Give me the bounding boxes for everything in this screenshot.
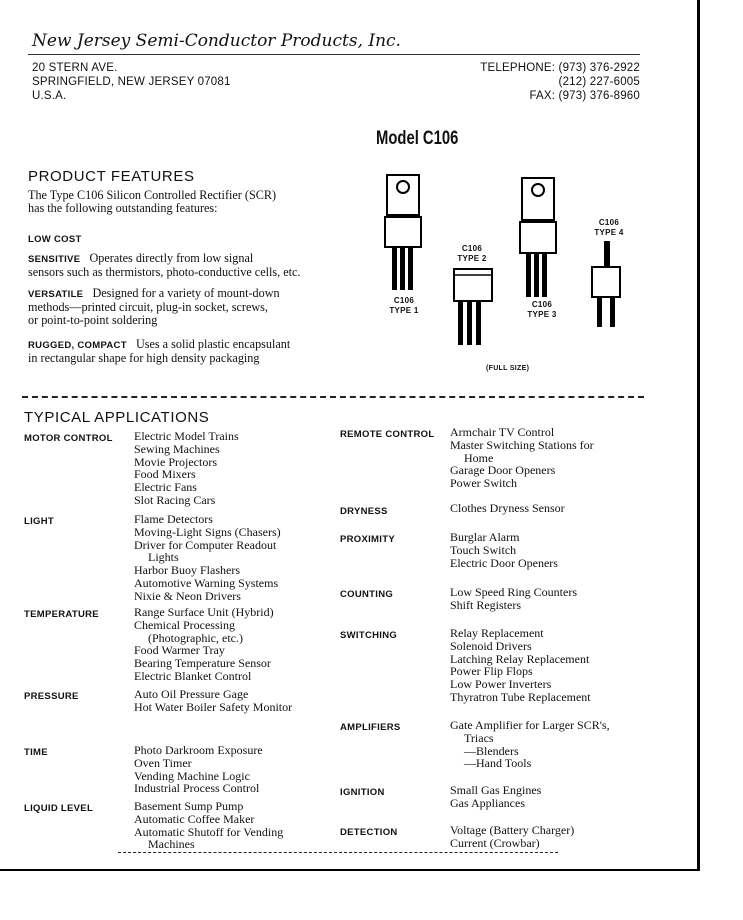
list-item: Driver for Computer Readout [134,537,277,552]
list-item: Photo Darkroom Exposure [134,743,263,757]
list-item: Triacs [464,730,494,745]
caption-type: TYPE 1 [389,306,419,315]
scan-edge-vertical [697,0,700,870]
list-item: Home [464,450,494,465]
feature-versatile [28,287,280,328]
ignition-list [450,784,541,810]
list-item: Lights [148,550,179,565]
feature-title: RUGGED, COMPACT [28,340,127,351]
caption-type: TYPE 3 [527,310,557,319]
list-item: Electric Fans [134,480,197,495]
list-item: Voltage (Battery Charger) [450,823,575,837]
section-divider [22,396,644,398]
list-item: Current (Crowbar) [450,835,540,850]
list-item: Master Switching Stations for [450,437,594,452]
list-item: Harbor Buoy Flashers [134,563,240,578]
list-item: Moving-Light Signs (Chasers) [134,524,281,539]
feature-line: Designed for a variety of mount-down [92,286,280,300]
address-line: U.S.A. [32,90,67,102]
feature-title-low-cost: LOW COST [28,234,82,245]
fax-line: FAX: (973) 376-8960 [529,90,640,102]
feature-line: Operates directly from low signal [89,251,254,265]
list-item: Low Power Inverters [450,677,552,692]
type-4-package-icon [592,241,620,327]
list-item: Electric Model Trains [134,429,239,443]
amplifiers-list [450,719,610,770]
list-item: Electric Door Openers [450,555,558,570]
list-item: Power Flip Flops [450,664,533,679]
intro-line: The Type C106 Silicon Controlled Rectifier (SCR) [28,188,277,202]
category-counting: COUNTING [340,589,394,600]
feature-line: Uses a solid plastic encapsulant [135,337,291,351]
package-drawings [370,165,640,345]
intro-line: has the following outstanding features: [28,201,218,216]
list-item: Hot Water Boiler Safety Monitor [134,699,293,714]
dryness-list [450,502,565,515]
caption-model: C106 [531,300,553,309]
caption-type: TYPE 2 [457,254,487,263]
switching-list [450,627,591,704]
telephone-line: TELEPHONE: (973) 376-2922 [480,62,640,74]
category-amplifiers: AMPLIFIERS [340,722,401,733]
list-item: Burglar Alarm [450,530,520,544]
list-item: Sewing Machines [134,441,220,456]
caption-type: TYPE 4 [594,228,624,237]
category-liquid-level: LIQUID LEVEL [24,803,94,814]
feature-line: or point-to-point soldering [28,313,158,328]
list-item: Garage Door Openers [450,463,556,478]
type-1-package-icon [385,175,421,290]
list-item: Shift Registers [450,597,521,612]
list-item: Electric Blanket Control [134,668,252,683]
detection-list [450,824,574,850]
light-list [134,513,281,603]
category-dryness: DRYNESS [340,506,388,517]
caption-model: C106 [393,296,415,305]
motor-control-list [134,430,239,507]
list-item: —Hand Tools [464,756,532,771]
category-pressure: PRESSURE [24,691,79,702]
list-item: Armchair TV Control [450,425,555,439]
list-item: Food Mixers [134,467,196,482]
temperature-list [134,606,274,683]
list-item: (Photographic, etc.) [148,630,243,645]
feature-line: methods—printed circuit, plug-in socket, screws, [28,300,268,315]
features-intro [28,189,276,215]
category-remote-control: REMOTE CONTROL [340,429,435,440]
list-item: Slot Racing Cars [134,492,216,507]
list-item: Bearing Temperature Sensor [134,656,271,671]
feature-rugged-compact [28,338,290,365]
pressure-list [134,688,292,714]
time-list [134,744,263,795]
category-motor-control: MOTOR CONTROL [24,433,113,444]
package-caption-type-3 [519,300,565,320]
scan-edge-horizontal [0,869,700,871]
address-block [32,61,231,103]
list-item: Industrial Process Control [134,781,260,796]
category-light: LIGHT [24,516,54,527]
list-item: Chemical Processing [134,617,235,632]
remote-control-list [450,426,594,490]
list-item: Oven Timer [134,755,192,770]
list-item: Flame Detectors [134,512,213,526]
counting-list [450,586,577,612]
list-item: Automatic Shutoff for Vending [134,824,284,839]
type-3-package-icon [520,178,556,297]
features-heading: PRODUCT FEATURES [28,168,195,185]
address-line: SPRINGFIELD, NEW JERSEY 07081 [32,76,231,88]
company-name: New Jersey Semi-Conductor Products, Inc. [32,31,401,51]
category-ignition: IGNITION [340,787,385,798]
list-item: Small Gas Engines [450,783,542,797]
phone-block [480,61,640,103]
package-caption-type-4 [586,218,632,238]
category-proximity: PROXIMITY [340,534,395,545]
list-item: Food Warmer Tray [134,643,225,658]
list-item: Latching Relay Replacement [450,651,590,666]
feature-title: VERSATILE [28,289,84,300]
feature-line: in rectangular shape for high density packaging [28,351,260,366]
list-item: Machines [148,837,195,852]
full-size-label: (FULL SIZE) [486,365,530,372]
list-item: Power Switch [450,476,517,491]
caption-model: C106 [598,218,620,227]
telephone-line: (212) 227-6005 [558,76,640,88]
category-switching: SWITCHING [340,630,398,641]
list-item: Automotive Warning Systems [134,575,279,590]
list-item: —Blenders [464,743,519,758]
header-rule [28,54,640,55]
list-item: Gate Amplifier for Larger SCR's, [450,718,610,732]
category-time: TIME [24,747,48,758]
address-line: 20 STERN AVE. [32,62,118,74]
category-detection: DETECTION [340,827,398,838]
feature-sensitive [28,252,300,279]
feature-line: sensors such as thermistors, photo-conductive cells, etc. [28,265,301,280]
liquid-level-list [134,800,283,851]
caption-model: C106 [461,244,483,253]
model-title: Model C106 [376,128,459,149]
list-item: Vending Machine Logic [134,768,250,783]
list-item: Solenoid Drivers [450,638,532,653]
bottom-divider [118,852,558,853]
package-caption-type-1 [381,296,427,316]
applications-heading: TYPICAL APPLICATIONS [24,409,210,426]
list-item: Movie Projectors [134,454,217,469]
list-item: Basement Sump Pump [134,799,244,813]
list-item: Nixie & Neon Drivers [134,588,241,603]
package-caption-type-2 [449,244,495,264]
list-item: Gas Appliances [450,795,525,810]
proximity-list [450,531,558,569]
feature-title: SENSITIVE [28,254,81,265]
list-item: Thyratron Tube Replacement [450,689,591,704]
list-item: Clothes Dryness Sensor [450,501,565,515]
list-item: Relay Replacement [450,626,544,640]
list-item: Touch Switch [450,542,517,557]
list-item: Low Speed Ring Counters [450,585,577,599]
type-2-package-icon [454,269,492,345]
list-item: Range Surface Unit (Hybrid) [134,605,274,619]
category-temperature: TEMPERATURE [24,609,99,620]
list-item: Auto Oil Pressure Gage [134,687,249,701]
list-item: Automatic Coffee Maker [134,811,255,826]
